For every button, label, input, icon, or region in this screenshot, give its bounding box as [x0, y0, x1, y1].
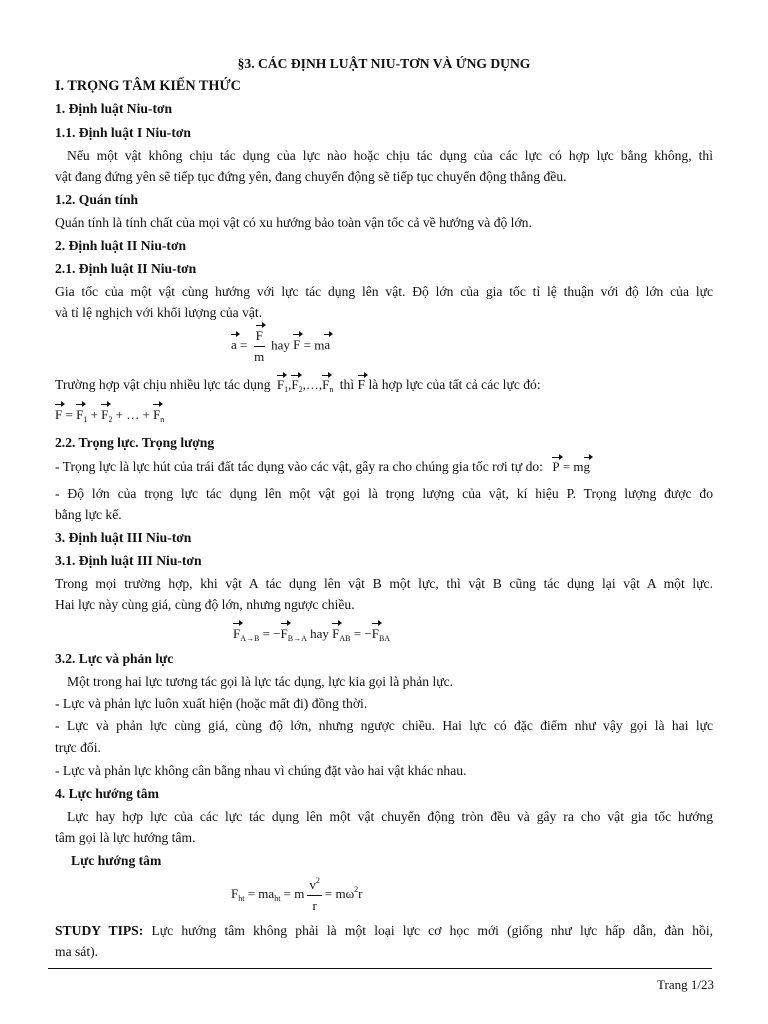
paragraph-1-2: Quán tính là tính chất của mọi vật có xu hướng bảo toàn vận tốc cả về hướng và độ lớn. — [55, 215, 532, 230]
heading-1-1: 1.1. Định luật I Niu-tơn — [55, 125, 191, 140]
heading-2-1: 2.1. Định luật II Niu-tơn — [55, 261, 197, 276]
study-tips-line2: ma sát). — [55, 944, 99, 959]
paragraph-3-2-line1: Một trong hai lực tương tác gọi là lực tác dụng, lực kia gọi là phản lực. — [67, 674, 454, 689]
heading-3-1: 3.1. Định luật III Niu-tơn — [55, 553, 202, 568]
vector-a: a — [231, 337, 237, 353]
force-list: $F_1,F_2,\dots,F_n$ — [276, 377, 334, 394]
paragraph-2-2-line1: - Trọng lực là lực hút của trái đất tác dụng vào các vật, gây ra cho chúng gia tốc rơi tự do: P = mg — [55, 459, 591, 474]
heading-1: 1. Định luật Niu-tơn — [55, 101, 173, 116]
heading-4: 4. Lực hướng tâm — [55, 786, 159, 801]
paragraph-3-2-line4: trực đối. — [55, 740, 101, 755]
centripetal-force-label: Lực hướng tâm — [71, 853, 162, 868]
paragraph-many-forces: Trường hợp vật chịu nhiều lực tác dụng $F_1,F_2,\dots,F_n$ thì F là hợp lực của tất cả các lực đó: — [55, 377, 541, 394]
paragraph-2-2-line2: - Độ lớn của trọng lực tác dụng lên một vật gọi là trọng lượng của vật, kí hiệu P. Trọng lượng được đo — [55, 486, 713, 501]
paragraph-3-1-line1: Trong mọi trường hợp, khi vật A tác dụng lên vật B một lực, thì vật B cũng tác dụng lại vật A một lực. — [55, 576, 713, 591]
equation-weight: P = mg — [552, 459, 591, 474]
paragraph-4-line1: Lực hay hợp lực của các lực tác dụng lên một vật chuyển động tròn đều và gây ra cho vật gia tốc hướng — [67, 809, 713, 824]
equation-resultant-force: $F = F_1 + F_2$ + … + $F_n$ — [55, 407, 165, 424]
heading-2: 2. Định luật II Niu-tơn — [55, 238, 187, 253]
section-heading: I. TRỌNG TÂM KIẾN THỨC — [55, 78, 241, 94]
paragraph-2-1-line1: Gia tốc của một vật cùng hướng với lực tác dụng lên vật. Độ lớn của gia tốc tỉ lệ thuận với độ lớn của lực — [55, 284, 713, 299]
paragraph-4-line2: tâm gọi là lực hướng tâm. — [55, 830, 196, 845]
study-tips-line1: STUDY TIPS: Lực hướng tâm không phải là một loại lực cơ học mới (giống như lực hấp dẫn, đàn hồi, — [55, 923, 713, 938]
paragraph-3-1-line2: Hai lực này cùng giá, cùng độ lớn, nhưng ngược chiều. — [55, 597, 355, 612]
heading-3: 3. Định luật III Niu-tơn — [55, 530, 192, 545]
equation-newton-3: $F_{A\to B} = -F_{B\to A}$ hay $F_{AB} = -F_{BA}$ — [233, 626, 391, 643]
fraction-f-over-m: $\frac{F}{m}$ — [254, 328, 265, 364]
equals-sign: = — [240, 337, 248, 353]
equation-newton-2: a = $\frac{F}{m}$ hay F = ma — [231, 328, 331, 364]
heading-2-2: 2.2. Trọng lực. Trọng lượng — [55, 435, 215, 450]
page-title: §3. CÁC ĐỊNH LUẬT NIU-TƠN VÀ ỨNG DỤNG — [237, 56, 531, 71]
word-hay: hay — [271, 337, 290, 353]
paragraph-1-1-line1: Nếu một vật không chịu tác dụng của lực nào hoặc chịu tác dụng của các lực có hợp lực bằng không, thì — [67, 148, 713, 163]
paragraph-2-1-line2: và tỉ lệ nghịch với khối lượng của vật. — [55, 305, 263, 320]
vector-F: F — [293, 337, 301, 353]
paragraph-1-1-line2: vật đang đứng yên sẽ tiếp tục đứng yên, đang chuyển động sẽ tiếp tục chuyển động thẳng đều. — [55, 169, 567, 184]
page-number: Trang 1/23 — [657, 977, 714, 992]
paragraph-2-2-line3: bằng lực kế. — [55, 507, 122, 522]
heading-3-2: 3.2. Lực và phản lực — [55, 651, 174, 666]
equation-centripetal-force: $F_{ht} = ma_{ht} = m$ $\frac{v^2}{r}$ = $m\omega^2r$ — [231, 876, 363, 913]
heading-1-2: 1.2. Quán tính — [55, 192, 139, 207]
footer-divider — [48, 968, 712, 969]
paragraph-3-2-line2: - Lực và phản lực luôn xuất hiện (hoặc mất đi) đồng thời. — [55, 696, 368, 711]
paragraph-3-2-line3: - Lực và phản lực cùng giá, cùng độ lớn, nhưng ngược chiều. Hai lực có đặc điểm như vậy gọi là hai lực — [55, 718, 713, 733]
study-tips-label: STUDY TIPS: — [55, 923, 144, 938]
paragraph-3-2-line5: - Lực và phản lực không cân bằng nhau vì chúng đặt vào hai vật khác nhau. — [55, 763, 467, 778]
